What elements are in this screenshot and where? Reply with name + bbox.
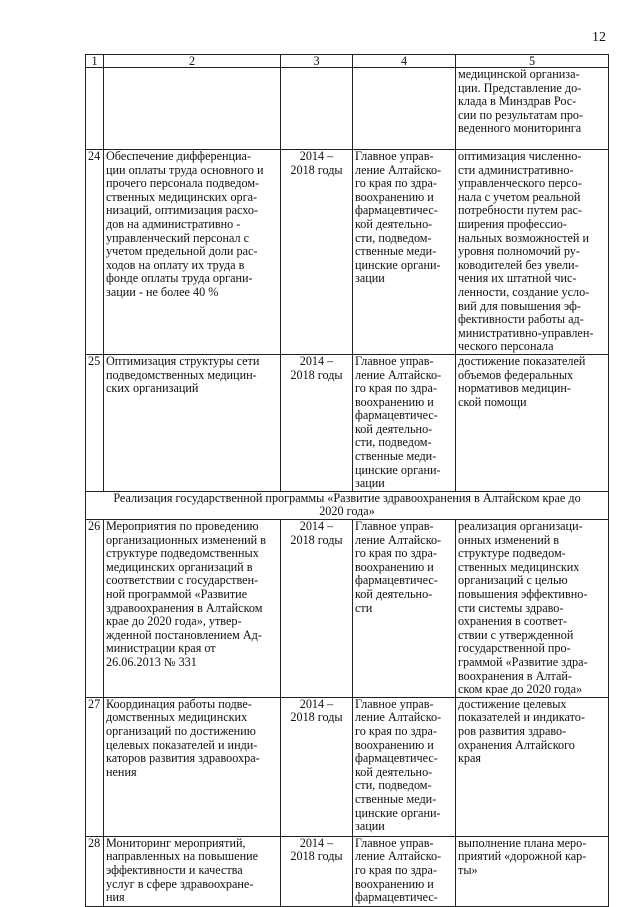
table-row <box>86 354 609 491</box>
executor-cell: Главное управ- ление Алтайско- го края по здра- воохранению и фармацевтичес- кой деятельно- сти, подведом- ственные меди- цинские органи- зации <box>353 697 456 836</box>
page-number: 12 <box>592 30 606 45</box>
action-cell: Мониторинг мероприятий, направленных на повышение эффективности и качества услуг в сфере здравоохране- ния <box>104 836 281 906</box>
action-cell <box>104 68 281 150</box>
action-cell: Координация работы подве- домственных медицинских организаций по достижению целевых показателей и инди- каторов развития здравоохра- нения <box>104 697 281 836</box>
section-heading: Реализация государственной программы «Развитие здравоохранения в Алтайском крае до 2020 года» <box>86 491 609 519</box>
column-header: 3 <box>281 55 353 68</box>
action-cell: Обеспечение дифференциа- ции оплаты труда основного и прочего персонала подведом- ственных медицинских орга- низаций, оптимизация расхо- дов на административно - управленческий персонал с учетом предельной доли рас- ходов на оплату их труда в фонде оплаты труда органи- зации - не более 40 % <box>104 150 281 355</box>
row-number: 24 <box>86 150 104 355</box>
result-cell: медицинской организа- ции. Представление до- клада в Минздрав Рос- сии по результатам про- веденного мониторинга <box>456 68 609 150</box>
table-row <box>86 697 609 836</box>
table-row <box>86 520 609 698</box>
column-header: 1 <box>86 55 104 68</box>
executor-cell: Главное управ- ление Алтайско- го края по здра- воохранению и фармацевтичес- кой деятельно- сти <box>353 520 456 698</box>
section-row <box>86 491 609 519</box>
executor-cell <box>353 68 456 150</box>
row-number: 27 <box>86 697 104 836</box>
measures-table <box>85 54 609 907</box>
column-header: 2 <box>104 55 281 68</box>
executor-cell: Главное управ- ление Алтайско- го края по здра- воохранению и фармацевтичес- <box>353 836 456 906</box>
action-cell: Оптимизация структуры сети подведомственных медицин- ских организаций <box>104 354 281 491</box>
executor-cell: Главное управ- ление Алтайско- го края по здра- воохранению и фармацевтичес- кой деятельно- сти, подведом- ственные меди- цинские органи- зации <box>353 354 456 491</box>
action-cell: Мероприятия по проведению организационных изменений в структуре подведомственных медицинских организаций в соответствии с государствен- ной программой «Развитие здравоохранения в Алтайском крае до 2020 года», утвер- жденной постановлением Ад- министрации края от 26.06.2013 № 331 <box>104 520 281 698</box>
period-cell: 2014 – 2018 годы <box>281 697 353 836</box>
period-cell: 2014 – 2018 годы <box>281 150 353 355</box>
executor-cell: Главное управ- ление Алтайско- го края по здра- воохранению и фармацевтичес- кой деятельно- сти, подведом- ственные меди- цинские органи- зации <box>353 150 456 355</box>
result-cell: достижение целевых показателей и индикато- ров развития здраво- охранения Алтайского края <box>456 697 609 836</box>
row-number: 28 <box>86 836 104 906</box>
row-number <box>86 68 104 150</box>
table-row <box>86 150 609 355</box>
row-number: 26 <box>86 520 104 698</box>
table-row <box>86 836 609 906</box>
table-row <box>86 68 609 150</box>
result-cell: достижение показателей объемов федеральных нормативов медицин- ской помощи <box>456 354 609 491</box>
result-cell: выполнение плана меро- приятий «дорожной кар- ты» <box>456 836 609 906</box>
result-cell: оптимизация численно- сти административно- управленческого персо- нала с учетом реальной потребности путем рас- ширения профессио- нальных возможностей и уровня полномочий ру- ководителей без увели- чения их штатной чис- ленности, создание усло- вий для повышения эф- фективности работы ад- министративно-управлен- ческого персонала <box>456 150 609 355</box>
row-number: 25 <box>86 354 104 491</box>
column-header: 5 <box>456 55 609 68</box>
period-cell: 2014 – 2018 годы <box>281 836 353 906</box>
column-header: 4 <box>353 55 456 68</box>
period-cell: 2014 – 2018 годы <box>281 520 353 698</box>
table-header-row <box>86 55 609 68</box>
result-cell: реализация организаци- онных изменений в структуре подведом- ственных медицинских организаций с целью повышения эффективно- сти системы здраво- охранения в соответ- ствии с утвержденной государственной про- граммой «Развитие здра- воохранения в Алтай- ском крае до 2020 года» <box>456 520 609 698</box>
period-cell: 2014 – 2018 годы <box>281 354 353 491</box>
period-cell <box>281 68 353 150</box>
